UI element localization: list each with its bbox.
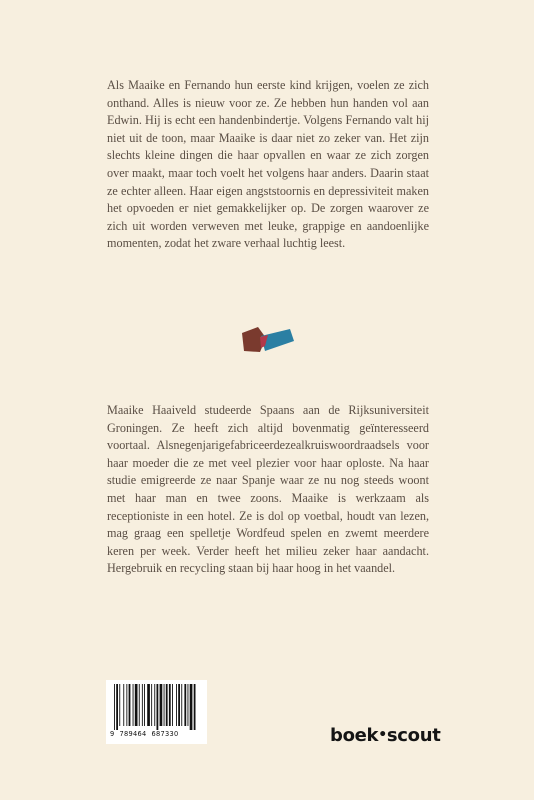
barcode-bar	[178, 684, 180, 726]
book-shapes-icon	[238, 324, 296, 354]
back-cover-blurb: Als Maaike en Fernando hun eerste kind krijgen, voelen ze zich onthand. Alles is nieuw voor ze. Ze hebben hun handen vol aan Edwin. Hij is echt een handenbindertje. Volgens Fernando valt hij niet uit de toon, maar Maaike is daar niet zo zeker van. Het zijn slechts kleine dingen die haar opvallen en waar ze zich zorgen over maakt, maar toch voelt het volgens haar anders. Daarin staat ze echter alleen. Haar eigen angststoornis en depressiviteit maken het opvoeden er niet gemakkelijker op. De zorgen waarover ze zich uit worden verweven met leuke, grappige en aandoenlijke momenten, zodat het zware verhaal luchtig leest.	[107, 78, 429, 251]
isbn-number	[110, 730, 206, 738]
barcode-bar	[139, 684, 140, 726]
publisher-logo-part1: boek	[330, 725, 379, 746]
isbn-barcode	[106, 680, 207, 744]
isbn-digit-group: 789464	[119, 730, 147, 738]
barcode-bars	[106, 680, 207, 730]
barcode-bar	[181, 684, 182, 726]
barcode-bar	[142, 684, 143, 726]
barcode-bar	[129, 684, 131, 726]
barcode-bar	[151, 684, 152, 726]
barcode-bar	[116, 684, 118, 730]
barcode-bar	[190, 684, 193, 730]
barcode-bar	[135, 684, 138, 726]
barcode-bar	[188, 684, 189, 726]
barcode-bar	[157, 684, 159, 730]
barcode-bar	[133, 684, 134, 726]
barcode-bar	[184, 684, 186, 726]
barcode-bar	[114, 684, 115, 730]
isbn-digit-group: 9	[110, 730, 115, 738]
barcode-bar	[154, 684, 155, 726]
barcode-bar	[144, 684, 145, 726]
barcode-bar	[176, 684, 177, 726]
barcode-bar	[160, 684, 163, 726]
barcode-bar	[164, 684, 165, 726]
isbn-digit-group: 687330	[151, 730, 179, 738]
publisher-logo	[330, 725, 441, 746]
barcode-bar	[172, 684, 173, 726]
barcode-bar	[147, 684, 150, 726]
barcode-bar	[126, 684, 127, 726]
barcode-bar	[119, 684, 120, 726]
publisher-logo-separator: •	[378, 727, 387, 743]
publisher-logo-part2: scout	[386, 725, 441, 746]
barcode-bar	[169, 684, 171, 726]
barcode-bar	[166, 684, 168, 726]
author-bio: Maaike Haaiveld studeerde Spaans aan de Rijksuniversiteit Groningen. Ze heeft zich altijd bovenmatig geïnteresseerd voortaal. Alsnegenjarigefabriceerdezealkruiswoordraadsels voor haar moeder die ze met veel plezier voor haar oploste. Na haar studie emigreerde ze naar Spanje waar ze nu nog steeds woont met haar man en twee zoons. Maaike is werkzaam als receptioniste in een hotel. Ze is dol op voetbal, houdt van lezen, mag graag een spelletje Wordfeud spelen en zwemt meerdere keren per week. Verder heeft het milieu zeker haar aandacht. Hergebruik en recycling staan bij haar hoog in het vaandel.	[107, 403, 429, 576]
barcode-bar	[123, 684, 124, 726]
barcode-bar	[194, 684, 196, 730]
